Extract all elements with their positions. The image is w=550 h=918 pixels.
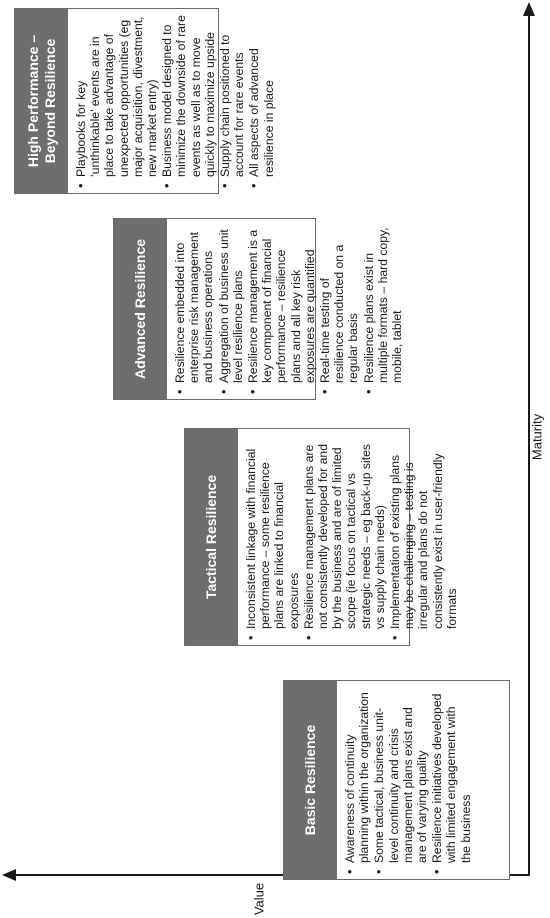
stage-item: • Supply chain positioned to account for rare events	[218, 15, 246, 177]
stage-items	[238, 429, 460, 645]
maturity-axis-label: Maturity	[529, 413, 545, 461]
stage-items	[167, 219, 405, 399]
stage-high-performance	[14, 8, 276, 194]
stage-tactical-resilience	[184, 428, 459, 646]
stage-items	[68, 9, 277, 193]
stage-basic-resilience	[283, 680, 510, 880]
stage-item: • Implementation of existing plans may be challenging – testing is irregular and plans do not consistently exist in user-friendly formats	[388, 435, 459, 629]
stage-title: Basic Resilience	[284, 681, 337, 879]
stage-item: • Playbooks for key ‘unthinkable’ events are in place to take advantage of unexpected opportunities (eg major acquisition, divestment, new market entry)	[74, 15, 159, 177]
stage-item: • Aggregation of business unit level resilience plans	[217, 225, 245, 383]
stage-item: • Awareness of continuity planning within the organization	[343, 687, 371, 863]
stage-title: Advanced Resilience	[114, 219, 167, 399]
stage-item: • Resilience management is a key component of financial performance – resilience plans and all key risk exposures are quantified	[246, 225, 317, 383]
stage-item: • Resilience embedded into enterprise risk management and business operations	[173, 225, 216, 383]
stage-item: • All aspects of advanced resilience in place	[247, 15, 275, 177]
value-axis-label: Value	[251, 882, 267, 916]
stage-item: • Business model designed to minimize the downside of rare events as well as to move quickly to maximize upside	[160, 15, 217, 177]
stage-item: • Resilience plans exist in multiple formats – hard copy, mobile, tablet	[362, 225, 405, 383]
stage-item: • Inconsistent linkage with financial performance – some resilience plans are linked to financial exposures	[244, 435, 301, 629]
stage-item: • Resilience initiatives developed with limited engagement with the business	[430, 687, 473, 863]
stage-item: • Some tactical, business unit-level continuity and crisis management plans exist and are of varying quality	[372, 687, 429, 863]
stage-advanced-resilience	[113, 218, 405, 400]
stage-item: • Real-time testing of resilience conducted on a regular basis	[318, 225, 361, 383]
stage-item: • Resilience management plans are not consistently developed for and by the business and are of limited scope (ie focus on tactical vs strategic needs – eg back-up sites vs supply chain needs)	[302, 435, 387, 629]
stage-title: Tactical Resilience	[185, 429, 238, 645]
stage-title: High Performance – Beyond Resilience	[15, 9, 68, 193]
stage-items	[337, 681, 474, 879]
